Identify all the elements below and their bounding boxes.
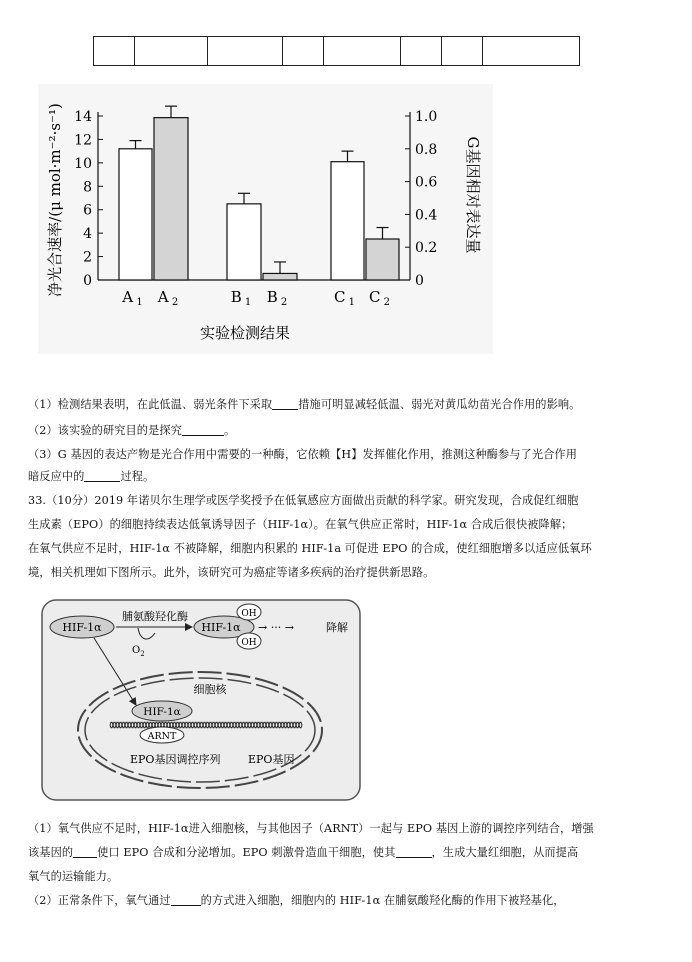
question-33-line-2: 生成素（EPO）的细胞持续表达低氧诱导因子（HIF-1α）。在氧气供应正常时，HIF-1α 合成后很快被降解； <box>28 518 573 531</box>
left-tick-label: 0 <box>83 273 92 289</box>
answer-blank[interactable] <box>182 423 224 436</box>
x-axis-label: 实验检测结果 <box>199 324 291 342</box>
right-tick-label: 0.6 <box>415 174 438 191</box>
answer-blank[interactable] <box>171 893 201 906</box>
right-tick-label: 1.0 <box>415 109 438 125</box>
bar-B1 <box>227 204 261 280</box>
question-2 <box>28 420 668 441</box>
sub-question-1-line-3: 氧气的运输能力。 <box>28 870 119 883</box>
hif-nucleus-label: HIF-1α <box>143 706 181 718</box>
category-label-B1: B $_1$ <box>230 288 252 308</box>
question-2-text: （2）该实验的研究目的是探究 <box>28 424 182 437</box>
question-3-text: 暗反应中的 <box>28 470 85 483</box>
left-tick-label: 10 <box>74 155 92 172</box>
bar-chart <box>0 0 692 370</box>
answer-blank[interactable] <box>272 397 298 410</box>
sub-question-1-text: 该基因的 <box>28 846 74 859</box>
answer-blank[interactable] <box>396 845 432 858</box>
bar-B2 <box>263 273 297 280</box>
question-33-line-3: 在氧气供应不足时，HIF-1α 不被降解，细胞内积累的 HIF-1a 可促进 EPO 的合成，使红细胞增多以适应低氧环 <box>28 542 592 555</box>
bar-C2 <box>366 239 399 280</box>
category-label-B2: B $_2$ <box>266 288 288 308</box>
sub-question-2 <box>28 890 668 911</box>
question-1-text-end: 措施可明显减轻低温、弱光对黄瓜幼苗光合作用的影响。 <box>298 398 581 411</box>
nucleus-label: 细胞核 <box>193 683 227 696</box>
oh-bottom-label: OH <box>241 638 257 648</box>
category-label-C1: C $_1$ <box>333 288 356 308</box>
left-tick-label: 14 <box>74 109 92 125</box>
bar-A2 <box>154 118 188 280</box>
regulatory-sequence-label: EPO基因调控序列 <box>130 753 221 766</box>
right-tick-label: 0.4 <box>415 207 438 224</box>
question-1-text: （1）检测结果表明，在此低温、弱光条件下采取 <box>28 398 273 411</box>
question-3-line-1: （3）G 基因的表达产物是光合作用中需要的一种酶，它依赖【H】发挥催化作用，推测这种酶参与了光合作用 <box>28 448 577 461</box>
right-tick-label: 0.2 <box>415 240 438 257</box>
sub-question-1-line-1: （1）氧气供应不足时，HIF-1α进入细胞核，与其他因子（ARNT）一起与 EPO 基因上游的调控序列结合，增强 <box>28 822 594 835</box>
left-tick-label: 2 <box>83 249 92 266</box>
left-tick-label: 4 <box>83 226 92 243</box>
hif-left-label: HIF-1α <box>62 621 102 634</box>
o2-label: $O_2$ <box>132 645 145 658</box>
question-33-line-1: 33.（10分）2019 年诺贝尔生理学或医学奖授予在低氧感应方面做出贡献的科学家。研究发现，合成促红细胞 <box>28 494 579 507</box>
sub-question-1-text-end: ，生成大量红细胞，从而提高 <box>431 846 579 859</box>
answer-blank[interactable] <box>84 469 120 482</box>
enzyme-label: 脯氨酸羟化酶 <box>122 610 188 623</box>
left-axis-label: 净光合速率/(μ mol·m⁻²·s⁻¹) <box>46 103 64 297</box>
category-label-A2: A $_2$ <box>157 288 179 308</box>
sub-question-2-text-end: 的方式进入细胞，细胞内的 HIF-1α 在脯氨酸羟化酶的作用下被羟基化， <box>200 894 565 907</box>
hif-mechanism-diagram <box>40 598 364 804</box>
left-tick-label: 8 <box>83 179 92 196</box>
arnt-label: ARNT <box>147 731 177 742</box>
oh-top-label: OH <box>241 609 257 619</box>
question-3-text-end: 过程。 <box>120 470 155 483</box>
category-label-C2: C $_2$ <box>368 288 391 308</box>
left-tick-label: 12 <box>74 132 92 149</box>
question-1 <box>28 394 668 415</box>
sub-question-1-line-2 <box>28 842 668 863</box>
right-tick-label: 0 <box>415 273 424 289</box>
degradation-arrow: → ··· → <box>258 621 294 634</box>
category-label-A1: A $_1$ <box>122 288 143 308</box>
answer-blank[interactable] <box>73 845 97 858</box>
question-33-line-4: 境，相关机理如下图所示。此外，该研究可为癌症等诸多疾病的治疗提供新思路。 <box>28 566 435 579</box>
left-tick-label: 6 <box>83 202 92 219</box>
sub-question-2-text: （2）正常条件下，氧气通过 <box>28 894 171 907</box>
bar-A1 <box>119 149 152 280</box>
degrade-label: 降解 <box>326 621 348 634</box>
right-axis-label: G基因相对表达量 <box>464 136 482 254</box>
hif-right-label: HIF-1α <box>201 621 241 634</box>
question-2-text-end: 。 <box>223 424 236 437</box>
question-3-line-2 <box>28 466 668 487</box>
sub-question-1-text-mid: 使口 EPO 合成和分泌增加。EPO 刺激骨造血干细胞，使其 <box>97 846 396 859</box>
right-tick-label: 0.8 <box>415 141 438 158</box>
epo-gene-label: EPO基因 <box>248 753 295 766</box>
bar-C1 <box>331 162 364 280</box>
